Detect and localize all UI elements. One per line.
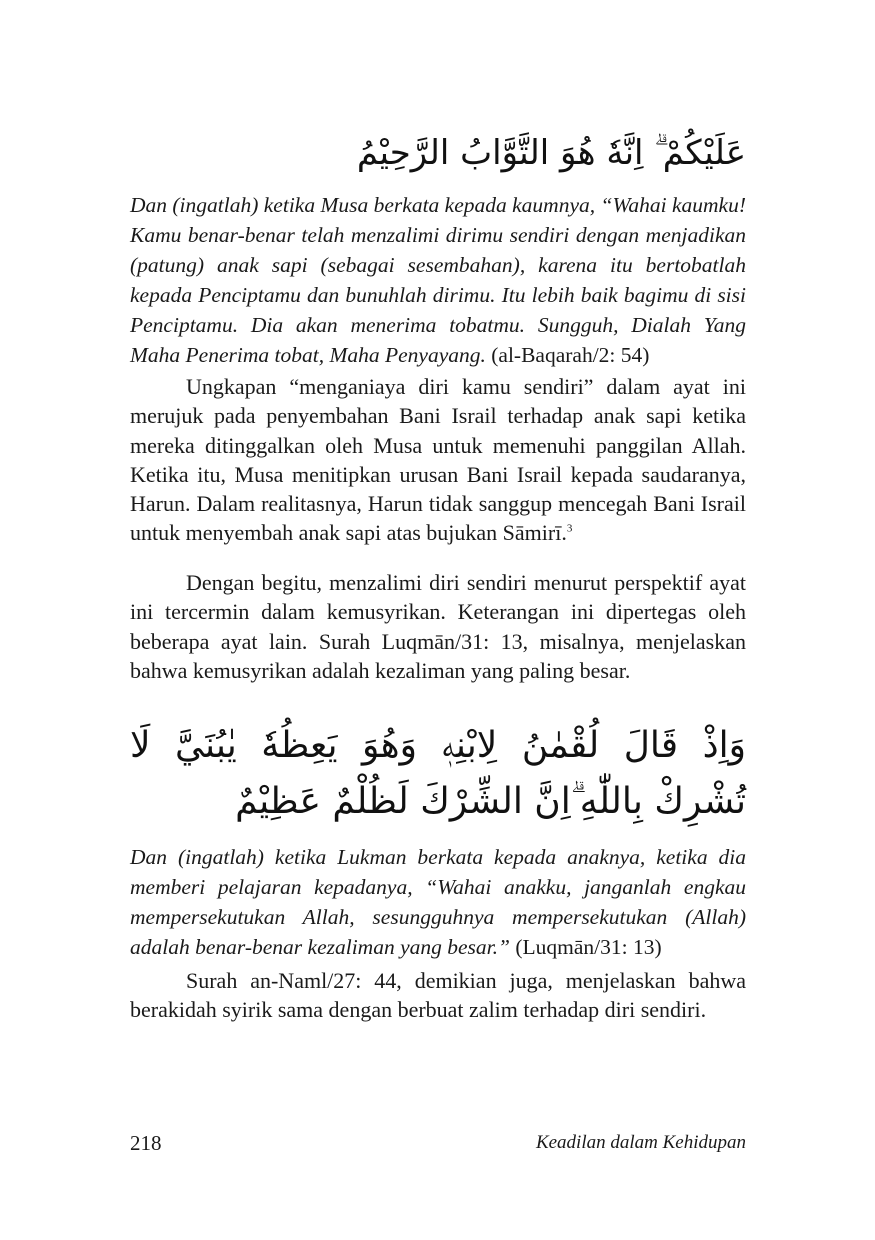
translation-2-citation: (Luqmān/31: 13)	[515, 935, 662, 959]
footnote-marker[interactable]: 3	[566, 523, 573, 536]
paragraph-3: Surah an-Naml/27: 44, demikian juga, menjelaskan bahwa berakidah syirik sama dengan berbuat zalim terhadap diri sendiri.	[130, 968, 746, 1023]
arabic-verse-1: عَلَيْكُمْ ۗ اِنَّهٗ هُوَ التَّوَّابُ الرَّحِيْمُ	[356, 133, 746, 173]
paragraph-1-text: Ungkapan “menganiaya diri kamu sendiri” dalam ayat ini merujuk pada penyembahan Bani Israil terhadap anak sapi ketika mereka ditinggalkan oleh Musa untuk memenuhi panggilan Allah. Ketika itu, Musa menitipkan urusan Bani Israil kepada saudaranya, Harun. Dalam realitasnya, Harun tidak sanggup mencegah Bani Israil untuk menyembah anak sapi atas bujukan Sāmirī.	[130, 374, 746, 546]
book-page	[130, 0, 746, 1240]
verse-translation-2	[130, 842, 746, 962]
page-number: 218	[130, 1131, 162, 1155]
translation-1-text: Dan (ingatlah) ketika Musa berkata kepada kaumnya, “Wahai kaumku! Kamu benar-benar telah menzalimi dirimu sendiri dengan menjadikan (patung) anak sapi (sebagai sesembahan), karena itu bertobatlah kepada Penciptamu dan bunuhlah dirimu. Itu lebih baik bagimu di sisi Penciptamu. Dia akan menerima tobatmu. Sungguh, Dialah Yang Maha Penerima tobat, Maha Penyayang.	[130, 193, 747, 367]
translation-1-citation: (al-Baqarah/2: 54)	[491, 343, 650, 367]
arabic-verse-2: وَاِذْ قَالَ لُقْمٰنُ لِابْنِهٖ وَهُوَ يَعِظُهٗ يٰبُنَيَّ لَا تُشْرِكْ بِاللّٰهِ ۗاِنَّ الشِّرْكَ لَظُلْمٌ عَظِيْمٌ	[130, 725, 746, 822]
running-footer-title: Keadilan dalam Kehidupan	[535, 1132, 746, 1153]
paragraph-2: Dengan begitu, menzalimi diri sendiri menurut perspektif ayat ini tercermin dalam kemusyrikan. Keterangan ini dipertegas oleh beberapa ayat lain. Surah Luqmān/31: 13, misalnya, menjelaskan bahwa kemusyrikan adalah kezaliman yang paling besar.	[130, 570, 746, 683]
paragraph-1	[130, 372, 746, 548]
translation-2-text: Dan (ingatlah) ketika Lukman berkata kepada anaknya, ketika dia memberi pelajaran kepadanya, “Wahai anakku, janganlah engkau mempersekutukan Allah, sesungguhnya mempersekutukan (Allah) adalah benar-benar kezaliman yang besar.”	[130, 845, 746, 959]
verse-translation-1	[130, 190, 746, 370]
